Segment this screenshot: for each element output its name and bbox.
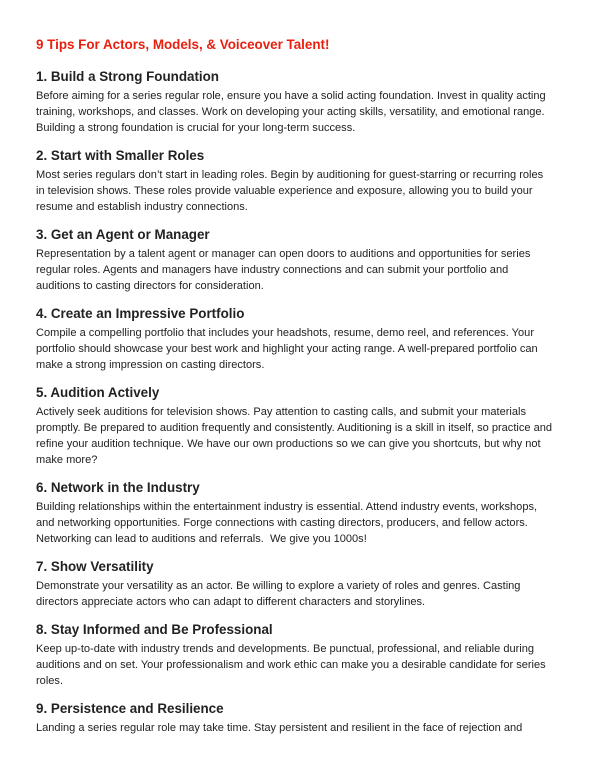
tip-body-line: Actively seek auditions for television shows. Pay attention to casting calls, and submit your materials bbox=[36, 406, 526, 418]
tip-body-line: directors appreciate actors who can adapt to different characters and storylines. bbox=[36, 596, 426, 608]
tip-section bbox=[36, 148, 566, 215]
tip-body-line: in television shows. These roles provide valuable experience and exposure, allowing you to build your bbox=[36, 185, 533, 197]
tip-heading: 5. Audition Actively bbox=[36, 385, 160, 400]
tip-section bbox=[36, 622, 566, 689]
tip-section bbox=[36, 480, 566, 547]
tip-body-line: training, workshops, and classes. Work on developing your acting skills, versatility, and emotional range. bbox=[36, 106, 545, 118]
tip-heading: 1. Build a Strong Foundation bbox=[36, 69, 219, 84]
tip-body-line: auditions to casting directors for consideration. bbox=[36, 280, 264, 292]
tip-body-line: Before aiming for a series regular role, ensure you have a solid acting foundation. Invest in quality acting bbox=[36, 90, 546, 102]
tip-heading: 7. Show Versatility bbox=[36, 559, 154, 574]
tip-body-line: and networking opportunities. Forge connections with casting directors, producers, and fellow actors. bbox=[36, 517, 528, 529]
tip-body bbox=[36, 404, 566, 468]
tip-body-line: Representation by a talent agent or manager can open doors to auditions and opportunities for series bbox=[36, 248, 531, 260]
tip-body bbox=[36, 88, 566, 136]
tip-body-line: portfolio should showcase your best work and highlight your acting range. A well-prepared portfolio can bbox=[36, 343, 538, 355]
document-page bbox=[36, 36, 566, 748]
tip-body bbox=[36, 499, 566, 547]
tip-body-line: refine your audition technique. We have our own productions so we can give you shortcuts, but why not bbox=[36, 438, 541, 450]
tip-section bbox=[36, 701, 566, 736]
tip-body bbox=[36, 246, 566, 294]
tip-body-line: Networking can lead to auditions and referrals. We give you 1000s! bbox=[36, 533, 367, 545]
tip-heading: 4. Create an Impressive Portfolio bbox=[36, 306, 245, 321]
tip-body-line: regular roles. Agents and managers have industry connections and can submit your portfolio and bbox=[36, 264, 509, 276]
tip-body-line: make more? bbox=[36, 454, 98, 466]
tip-body-line: Keep up-to-date with industry trends and developments. Be punctual, professional, and reliable during bbox=[36, 643, 535, 655]
tip-section bbox=[36, 69, 566, 136]
tip-heading: 9. Persistence and Resilience bbox=[36, 701, 224, 716]
tip-body bbox=[36, 578, 566, 610]
tip-body-line: Building relationships within the entertainment industry is essential. Attend industry events, workshops, bbox=[36, 501, 538, 513]
tip-body-line: Most series regulars don’t start in leading roles. Begin by auditioning for guest-starring or recurring roles bbox=[36, 169, 544, 181]
tip-body-line: auditions and on set. Your professionalism and work ethic can make you a desirable candidate for series bbox=[36, 659, 546, 671]
tip-body bbox=[36, 325, 566, 373]
tip-body-line: promptly. Be prepared to audition frequently and consistently. Auditioning is a skill in itself, so practice and bbox=[36, 422, 553, 434]
tip-section bbox=[36, 227, 566, 294]
tip-body-line: Building a strong foundation is crucial for your long-term success. bbox=[36, 122, 356, 134]
tip-body-line: Demonstrate your versatility as an actor. Be willing to explore a variety of roles and genres. Casting bbox=[36, 580, 521, 592]
tip-body-line: roles. bbox=[36, 675, 64, 687]
tip-body-line: Landing a series regular role may take time. Stay persistent and resilient in the face of rejection and bbox=[36, 722, 523, 734]
tip-body-line: resume and establish industry connections. bbox=[36, 201, 248, 213]
tip-section bbox=[36, 385, 566, 468]
document-title: 9 Tips For Actors, Models, & Voiceover Talent! bbox=[36, 37, 330, 52]
tip-body bbox=[36, 641, 566, 689]
tip-heading: 6. Network in the Industry bbox=[36, 480, 200, 495]
tip-heading: 8. Stay Informed and Be Professional bbox=[36, 622, 273, 637]
tip-body-line: Compile a compelling portfolio that includes your headshots, resume, demo reel, and references. Your bbox=[36, 327, 535, 339]
tip-body bbox=[36, 167, 566, 215]
tip-heading: 2. Start with Smaller Roles bbox=[36, 148, 205, 163]
tips-list bbox=[36, 69, 566, 736]
tip-body bbox=[36, 720, 566, 736]
tip-heading: 3. Get an Agent or Manager bbox=[36, 227, 210, 242]
tip-section bbox=[36, 559, 566, 610]
tip-body-line: make a strong impression on casting directors. bbox=[36, 359, 265, 371]
tip-section bbox=[36, 306, 566, 373]
